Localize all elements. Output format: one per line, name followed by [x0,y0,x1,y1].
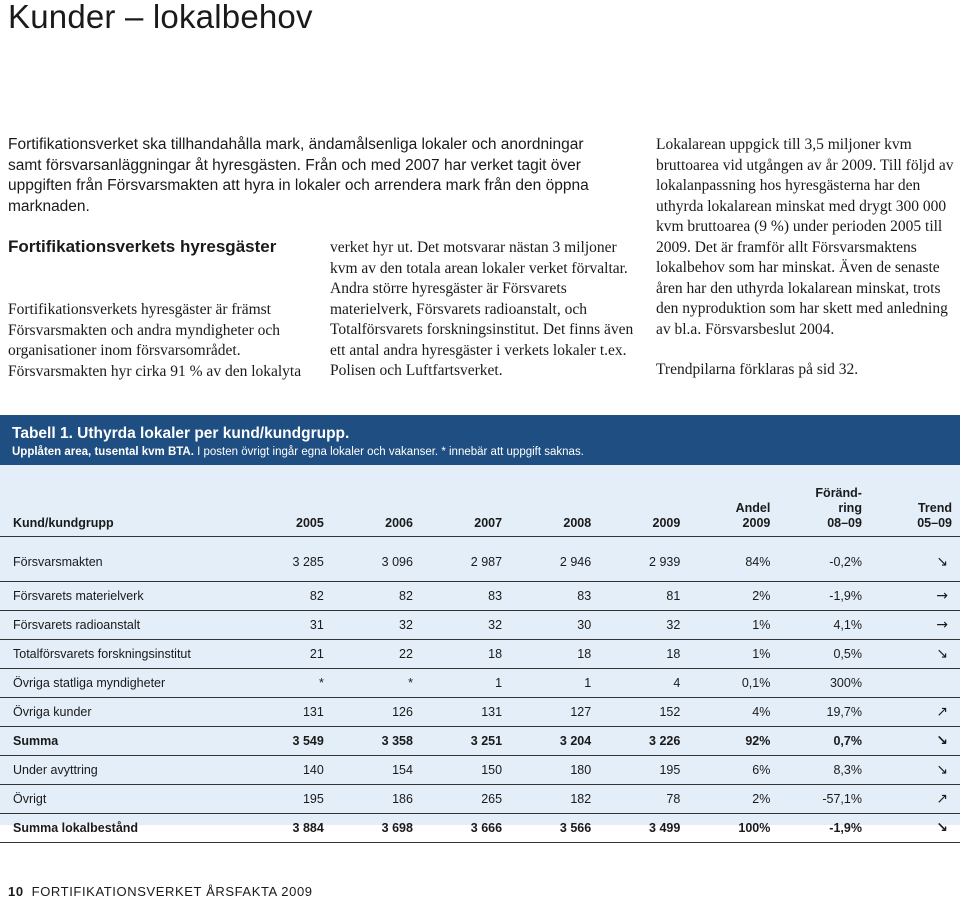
cell-trend [870,640,960,669]
cell-share: 2% [688,785,778,814]
cell-trend [870,727,960,756]
cell-share: 4% [688,698,778,727]
cell-name: Övriga kunder [0,698,238,727]
table-subtitle-bold: Upplåten area, tusental kvm BTA. [12,446,194,458]
cell-name: Summa lokalbestånd [0,814,238,843]
cell-trend [870,698,960,727]
cell-trend [870,756,960,785]
header-2006: 2006 [332,465,421,537]
table-row [0,727,960,756]
col1-paragraph: Fortifikationsverkets hyresgäster är främst Försvarsmakten och andra myndigheter och organisationer inom försvarsområdet. Försvarsmakten hyr cirka 91 % av den lokalyta [8,301,302,380]
arrow-right-icon: → [936,588,948,604]
cell-y2009: 4 [599,669,688,698]
table-row [0,640,960,669]
cell-change: 0,5% [778,640,870,669]
cell-y2009: 78 [599,785,688,814]
cell-y2006: * [332,669,421,698]
cell-y2007: 265 [421,785,510,814]
header-change-line2: ring [838,501,862,515]
col3-paragraph-2: Trendpilarna förklaras på sid 32. [656,361,859,378]
trend-empty [948,675,952,691]
arrow-right-icon: → [936,617,948,633]
header-change-line1: Föränd- [815,486,862,500]
intro-paragraph: Fortifikationsverket ska tillhandahålla mark, ändamålsenliga lokaler och anordningar samt försvarsanläggningar åt hyresgästen. Från och med 2007 har verket tagit över uppgiften från Försvarsmakten att hyra in lokaler och arrendera mark från den öppna marknaden. [8,136,589,215]
cell-name: Försvarets radioanstalt [0,611,238,640]
cell-share: 1% [688,640,778,669]
table-row [0,814,960,843]
cell-y2006: 3 698 [332,814,421,843]
arrow-up-right-icon: ↗ [936,791,948,807]
cell-y2005: 140 [238,756,331,785]
header-trend [870,465,960,537]
table-row [0,537,960,582]
cell-share: 84% [688,537,778,582]
header-change [778,465,870,537]
header-trend-line1: Trend [917,501,952,515]
table-subtitle [12,446,584,458]
table-container [0,465,960,836]
cell-y2008: 180 [510,756,599,785]
header-2007: 2007 [421,465,510,537]
cell-y2008: 18 [510,640,599,669]
page-footer [8,884,313,899]
table-header-band [0,415,960,465]
cell-y2005: 131 [238,698,331,727]
cell-y2008: 2 946 [510,537,599,582]
cell-name: Övrigt [0,785,238,814]
cell-share: 92% [688,727,778,756]
cell-change: 8,3% [778,756,870,785]
cell-change: -0,2% [778,537,870,582]
cell-change: 4,1% [778,611,870,640]
cell-trend [870,785,960,814]
cell-y2007: 2 987 [421,537,510,582]
table-row [0,582,960,611]
cell-share: 1% [688,611,778,640]
arrow-down-right-icon: ↘ [936,820,948,836]
text-column-2 [330,238,635,382]
cell-y2006: 82 [332,582,421,611]
cell-change: 300% [778,669,870,698]
cell-y2008: 127 [510,698,599,727]
header-trend-line2: 05–09 [917,516,952,530]
cell-y2006: 3 096 [332,537,421,582]
cell-y2008: 3 204 [510,727,599,756]
cell-y2009: 195 [599,756,688,785]
header-2008: 2008 [510,465,599,537]
cell-trend [870,611,960,640]
cell-y2006: 32 [332,611,421,640]
arrow-down-right-icon: ↘ [936,762,948,778]
cell-trend [870,537,960,582]
cell-y2008: 182 [510,785,599,814]
cell-y2007: 83 [421,582,510,611]
text-column-1 [8,300,313,382]
header-share [688,465,778,537]
cell-change: -1,9% [778,582,870,611]
cell-change: 19,7% [778,698,870,727]
cell-y2008: 1 [510,669,599,698]
cell-y2009: 2 939 [599,537,688,582]
cell-y2008: 83 [510,582,599,611]
header-name: Kund/kundgrupp [0,465,238,537]
col3-paragraph-1: Lokalarean uppgick till 3,5 miljoner kvm bruttoarea vid utgången av år 2009. Till följd av lokalanpassning hos hyresgästerna har den uthyrda lokalarean minskat med drygt 300 000 kvm bruttoarea (9 %) under perioden 2005 till 2009. Det är framför allt Försvarsmaktens lokalbehov som har minskat. Även de senaste åren har den uthyrda lokalarean minskat, trots den nyproduktion som har skett med anledning av bl.a. Försvarsbeslut 2004. [656,136,954,338]
col2-paragraph: verket hyr ut. Det motsvarar nästan 3 miljoner kvm av den totala arean lokaler verket förvaltar. Andra större hyresgäster är Försvarets materielverk, Försvarets radioanstalt, och Totalförsvarets forskningsinstitut. Det finns även ett antal andra hyresgäster i verkets lokaler t.ex. Polisen och Luftfartsverket. [330,239,634,379]
header-share-line2: 2009 [742,516,771,530]
cell-y2007: 18 [421,640,510,669]
page-title: Kunder – lokalbehov [8,0,313,35]
cell-trend [870,582,960,611]
cell-y2005: 21 [238,640,331,669]
cell-trend [870,814,960,843]
table-row [0,611,960,640]
cell-y2005: 195 [238,785,331,814]
cell-y2009: 152 [599,698,688,727]
cell-y2007: 131 [421,698,510,727]
table-row [0,756,960,785]
cell-y2005: 82 [238,582,331,611]
customer-table [0,465,960,843]
cell-y2009: 81 [599,582,688,611]
table-row [0,669,960,698]
table-subtitle-rest: I posten övrigt ingår egna lokaler och vakanser. * innebär att uppgift saknas. [193,446,584,458]
cell-y2009: 3 226 [599,727,688,756]
cell-change: -1,9% [778,814,870,843]
header-2005: 2005 [238,465,331,537]
arrow-down-right-icon: ↘ [936,646,948,662]
arrow-up-right-icon: ↗ [936,704,948,720]
header-change-line3: 08–09 [827,516,862,530]
cell-y2005: 31 [238,611,331,640]
cell-y2006: 3 358 [332,727,421,756]
cell-y2007: 1 [421,669,510,698]
cell-y2009: 18 [599,640,688,669]
cell-y2007: 3 666 [421,814,510,843]
cell-y2008: 3 566 [510,814,599,843]
cell-y2006: 126 [332,698,421,727]
cell-share: 2% [688,582,778,611]
cell-y2007: 150 [421,756,510,785]
cell-y2007: 3 251 [421,727,510,756]
cell-y2005: 3 285 [238,537,331,582]
cell-name: Totalförsvarets forskningsinstitut [0,640,238,669]
cell-y2005: 3 884 [238,814,331,843]
table-row [0,785,960,814]
page-number: 10 [8,884,24,899]
cell-trend [870,669,960,698]
cell-name: Försvarets materielverk [0,582,238,611]
table-row [0,698,960,727]
cell-share: 0,1% [688,669,778,698]
header-2009: 2009 [599,465,688,537]
arrow-down-right-icon: ↘ [936,554,948,570]
header-share-line1: Andel [735,501,771,515]
cell-y2006: 186 [332,785,421,814]
publication-name: FORTIFIKATIONSVERKET ÅRSFAKTA 2009 [31,884,313,899]
cell-y2009: 32 [599,611,688,640]
cell-y2009: 3 499 [599,814,688,843]
cell-y2005: * [238,669,331,698]
table-title: Tabell 1. Uthyrda lokaler per kund/kundgrupp. [12,425,350,442]
cell-y2006: 154 [332,756,421,785]
cell-y2005: 3 549 [238,727,331,756]
cell-y2007: 32 [421,611,510,640]
cell-y2006: 22 [332,640,421,669]
cell-share: 100% [688,814,778,843]
table-rows [0,537,960,843]
cell-change: 0,7% [778,727,870,756]
cell-y2008: 30 [510,611,599,640]
cell-name: Summa [0,727,238,756]
cell-name: Övriga statliga myndigheter [0,669,238,698]
cell-name: Under avyttring [0,756,238,785]
cell-name: Försvarsmakten [0,537,238,582]
cell-change: -57,1% [778,785,870,814]
text-column-3 [656,135,956,381]
section-heading: Fortifikationsverkets hyresgäster [8,237,277,256]
arrow-down-right-icon: ↘ [936,733,948,749]
table-header-row [0,465,960,537]
cell-share: 6% [688,756,778,785]
